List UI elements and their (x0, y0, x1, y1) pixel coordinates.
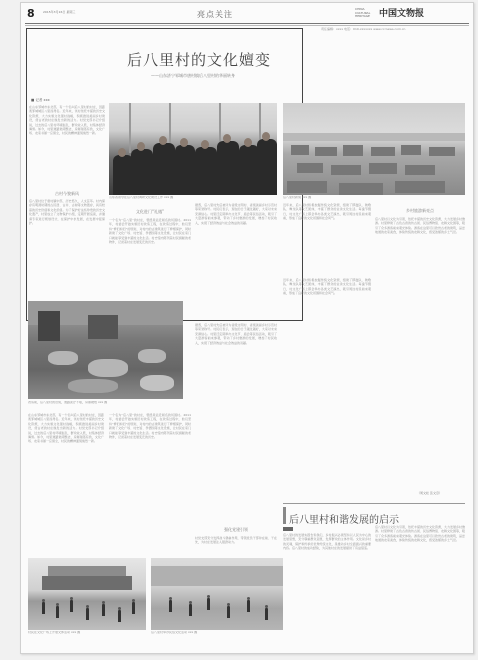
subhead-3: 强化党建引领 (224, 527, 248, 532)
header-rule-thin (25, 25, 469, 26)
photo-old-village (28, 301, 183, 399)
photo-square-activity (28, 558, 146, 630)
article-column-right: 后八里村以文化为引领，依托丰富的历史文化资源，大力发展乡村旅游。村里修建了古色古香的仿古街、民俗博物馆、农耕文化园等，吸引了众多游客前来观光体验。游客在这里可以欣赏古老的建筑，品尝地道的农家美食，体验传统的农耕文化，感受浓郁的乡土气息。 (375, 217, 465, 235)
masthead-english (355, 8, 370, 19)
date-line: 2015年3月16日 星期三 (43, 10, 76, 14)
page-number: 8 (27, 7, 35, 20)
photo-1-caption: 山东省领导在后八里村调研文化建设工作 xxx 摄 (109, 196, 174, 199)
article-subtitle: ——山东济宁邹城市唐村镇后八里村的华丽转身 (151, 73, 235, 78)
masthead-english-line-1: CHINA (355, 7, 365, 11)
article-column-1b: 后八里村位于唐村镇中部，历史悠久，人文荟萃。村内保存有明清时期的古民居、古井、古树等文物遗存，具有较高的历史价值和文化价值。为了保护好这些珍贵的历史文化遗产，村里成立了文物保护小组，定期开展巡查，并邀请专家进行规划设计，在保护中求发展，在发展中促保护。 (29, 199, 105, 226)
article-column-2: 一个名为“后八里”的村庄，曾经是远近闻名的贫困村。2011年，村委会开始实施旧村改造工程，在改造过程中，他们坚持“修旧如旧”的原则，对村内的古建筑进行了修缮保护，同时新建了文化广场、村史馆、孝德园等文化设施，让村民在家门口就能享受到丰富的文化生活。村史馆内陈列着村民捐献的老物件，记录着村庄发展变迁的历史。 (109, 218, 191, 245)
masthead-english-line-3: HERITAGE (355, 14, 370, 18)
article-column-7: 据悉，后八里村先后被评为省级文明村、省级美丽乡村示范村等荣誉称号。村民们表示，现在的日子越过越好，大家对未来充满信心。村里还定期举办文化节、庙会等民俗活动，吸引了大量游客前来参观，带动了乡村旅游的发展，增加了村民收入，实现了经济效益与社会效益的双赢。 (195, 323, 277, 345)
section-2-title: 后八里村和谐发展的启示 (289, 515, 399, 526)
article-column-6: 一个名为“后八里”的村庄，曾经是远近闻名的贫困村。2011年，村委会开始实施旧村改造工程，在改造过程中，他们坚持“修旧如旧”的原则，对村内的古建筑进行了修缮保护，同时新建了文化广场、村史馆、孝德园等文化设施，让村民在家门口就能享受到丰富的文化生活。村史馆内陈列着村民捐献的老物件，记录着村庄发展变迁的历史。 (109, 413, 191, 440)
section-2-rule (283, 503, 465, 504)
article-column-5: 在山东邹城市东北部，有一个名叫后八里村的村庄，因距离邹城城区八里而得名。近年来，该村依托丰富的历史文化资源，大力实施文化强村战略，积极推进美丽乡村建设，使古老的村庄焕发出新的活力。村党支部书记介绍说，过去的后八里村环境脏乱，群众收入低，村集体经济薄弱。如今，村里道路宽阔整洁，房屋错落有致，文化广场、农家书屋一应俱全，村民的精神面貌焕然一新。 (28, 413, 104, 444)
subhead-right: 乡村旅游新亮点 (406, 208, 434, 213)
byline: ■ 记者 xxx (31, 98, 50, 102)
photo-2-caption: 后八里村新貌 xxx 摄 (283, 196, 312, 199)
article-column-3: 据悉，后八里村先后被评为省级文明村、省级美丽乡村示范村等荣誉称号。村民们表示，现在的日子越过越好，大家对未来充满信心。村里还定期举办文化节、庙会等民俗活动，吸引了大量游客前来参观，带动了乡村旅游的发展，增加了村民收入，实现了经济效益与社会效益的双赢。 (195, 203, 277, 225)
photo-folk-activity (151, 558, 283, 630)
photo-officials-visit (109, 103, 277, 195)
section-2-column-2: 后八里村以文化为引领，依托丰富的历史文化资源，大力发展乡村旅游。村里修建了古色古香的仿古街、民俗博物馆、农耕文化园等，吸引了众多游客前来观光体验。游客在这里可以欣赏古老的建筑，品尝地道的农家美食，体验传统的农耕文化，感受浓郁的乡土气息。 (375, 525, 465, 543)
bottom-text: 村党支部充分发挥战斗堡垒作用，带领党员干部冲在前、干在先，为村庄发展注入强劲动力。 (195, 536, 277, 545)
section-2-tag (283, 527, 293, 531)
subhead-1: 古村今貌新风 (55, 191, 79, 196)
masthead-logo: 中国文物报 (379, 9, 425, 19)
photo-5-caption: 后八里村举办民俗文化活动 xxx 摄 (151, 631, 198, 634)
photo-4-caption: 村民在文化广场上开展文体活动 xxx 摄 (28, 631, 81, 634)
photo-village-aerial (283, 103, 465, 195)
subhead-2: 文化进门“礼遇” (135, 209, 165, 214)
section-name: 亮点关注 (197, 10, 233, 19)
article-column-4: 近年来，后八里村积极挖掘传统文化资源，组建了锣鼓队、秧歌队、舞龙队等文艺团体，丰富了群众的业余文化生活。每逢节假日，村文化广场上都会举办各类文艺演出，吸引周边村民前来观看，形成了良好的文化氛围和社会风气。 (283, 203, 371, 221)
author-signature: （周文松 张文章） (417, 491, 442, 495)
newspaper-page (20, 2, 474, 654)
editor-line: 责任编辑：xxxx 电话：010-xxxxxxx www.ccrnews.com.cn (321, 27, 406, 31)
header-rule (25, 23, 469, 24)
article-title: 后八里村的文化嬗变 (127, 51, 272, 69)
section-2-bar (283, 507, 286, 524)
photo-3-caption: 改造前，后八里村的旧貌，道路泥泞不堪，房屋破败 xxx 摄 (28, 401, 108, 404)
section-2-column-1: 后八里村的发展实践告诉我们，乡村振兴必须坚持以人民为中心的发展思想，充分尊重群众意愿，发挥群众的主体作用。文化是乡村的灵魂，保护和传承好优秀传统文化，是推动乡村全面振兴的重要内容。后八里村的成功经验，为其他村庄的发展提供了有益借鉴。 (283, 533, 371, 551)
masthead-english-line-2: CULTURAL (355, 10, 371, 15)
article-column-1: 在山东邹城市东北部，有一个名叫后八里村的村庄，因距离邹城城区八里而得名。近年来，该村依托丰富的历史文化资源，大力实施文化强村战略，积极推进美丽乡村建设，使古老的村庄焕发出新的活力。村党支部书记介绍说，过去的后八里村环境脏乱，群众收入低，村集体经济薄弱。如今，村里道路宽阔整洁，房屋错落有致，文化广场、农家书屋一应俱全，村民的精神面貌焕然一新。 (29, 105, 105, 136)
article-column-8: 近年来，后八里村积极挖掘传统文化资源，组建了锣鼓队、秧歌队、舞龙队等文艺团体，丰富了群众的业余文化生活。每逢节假日，村文化广场上都会举办各类文艺演出，吸引周边村民前来观看，形成了良好的文化氛围和社会风气。 (283, 278, 371, 296)
